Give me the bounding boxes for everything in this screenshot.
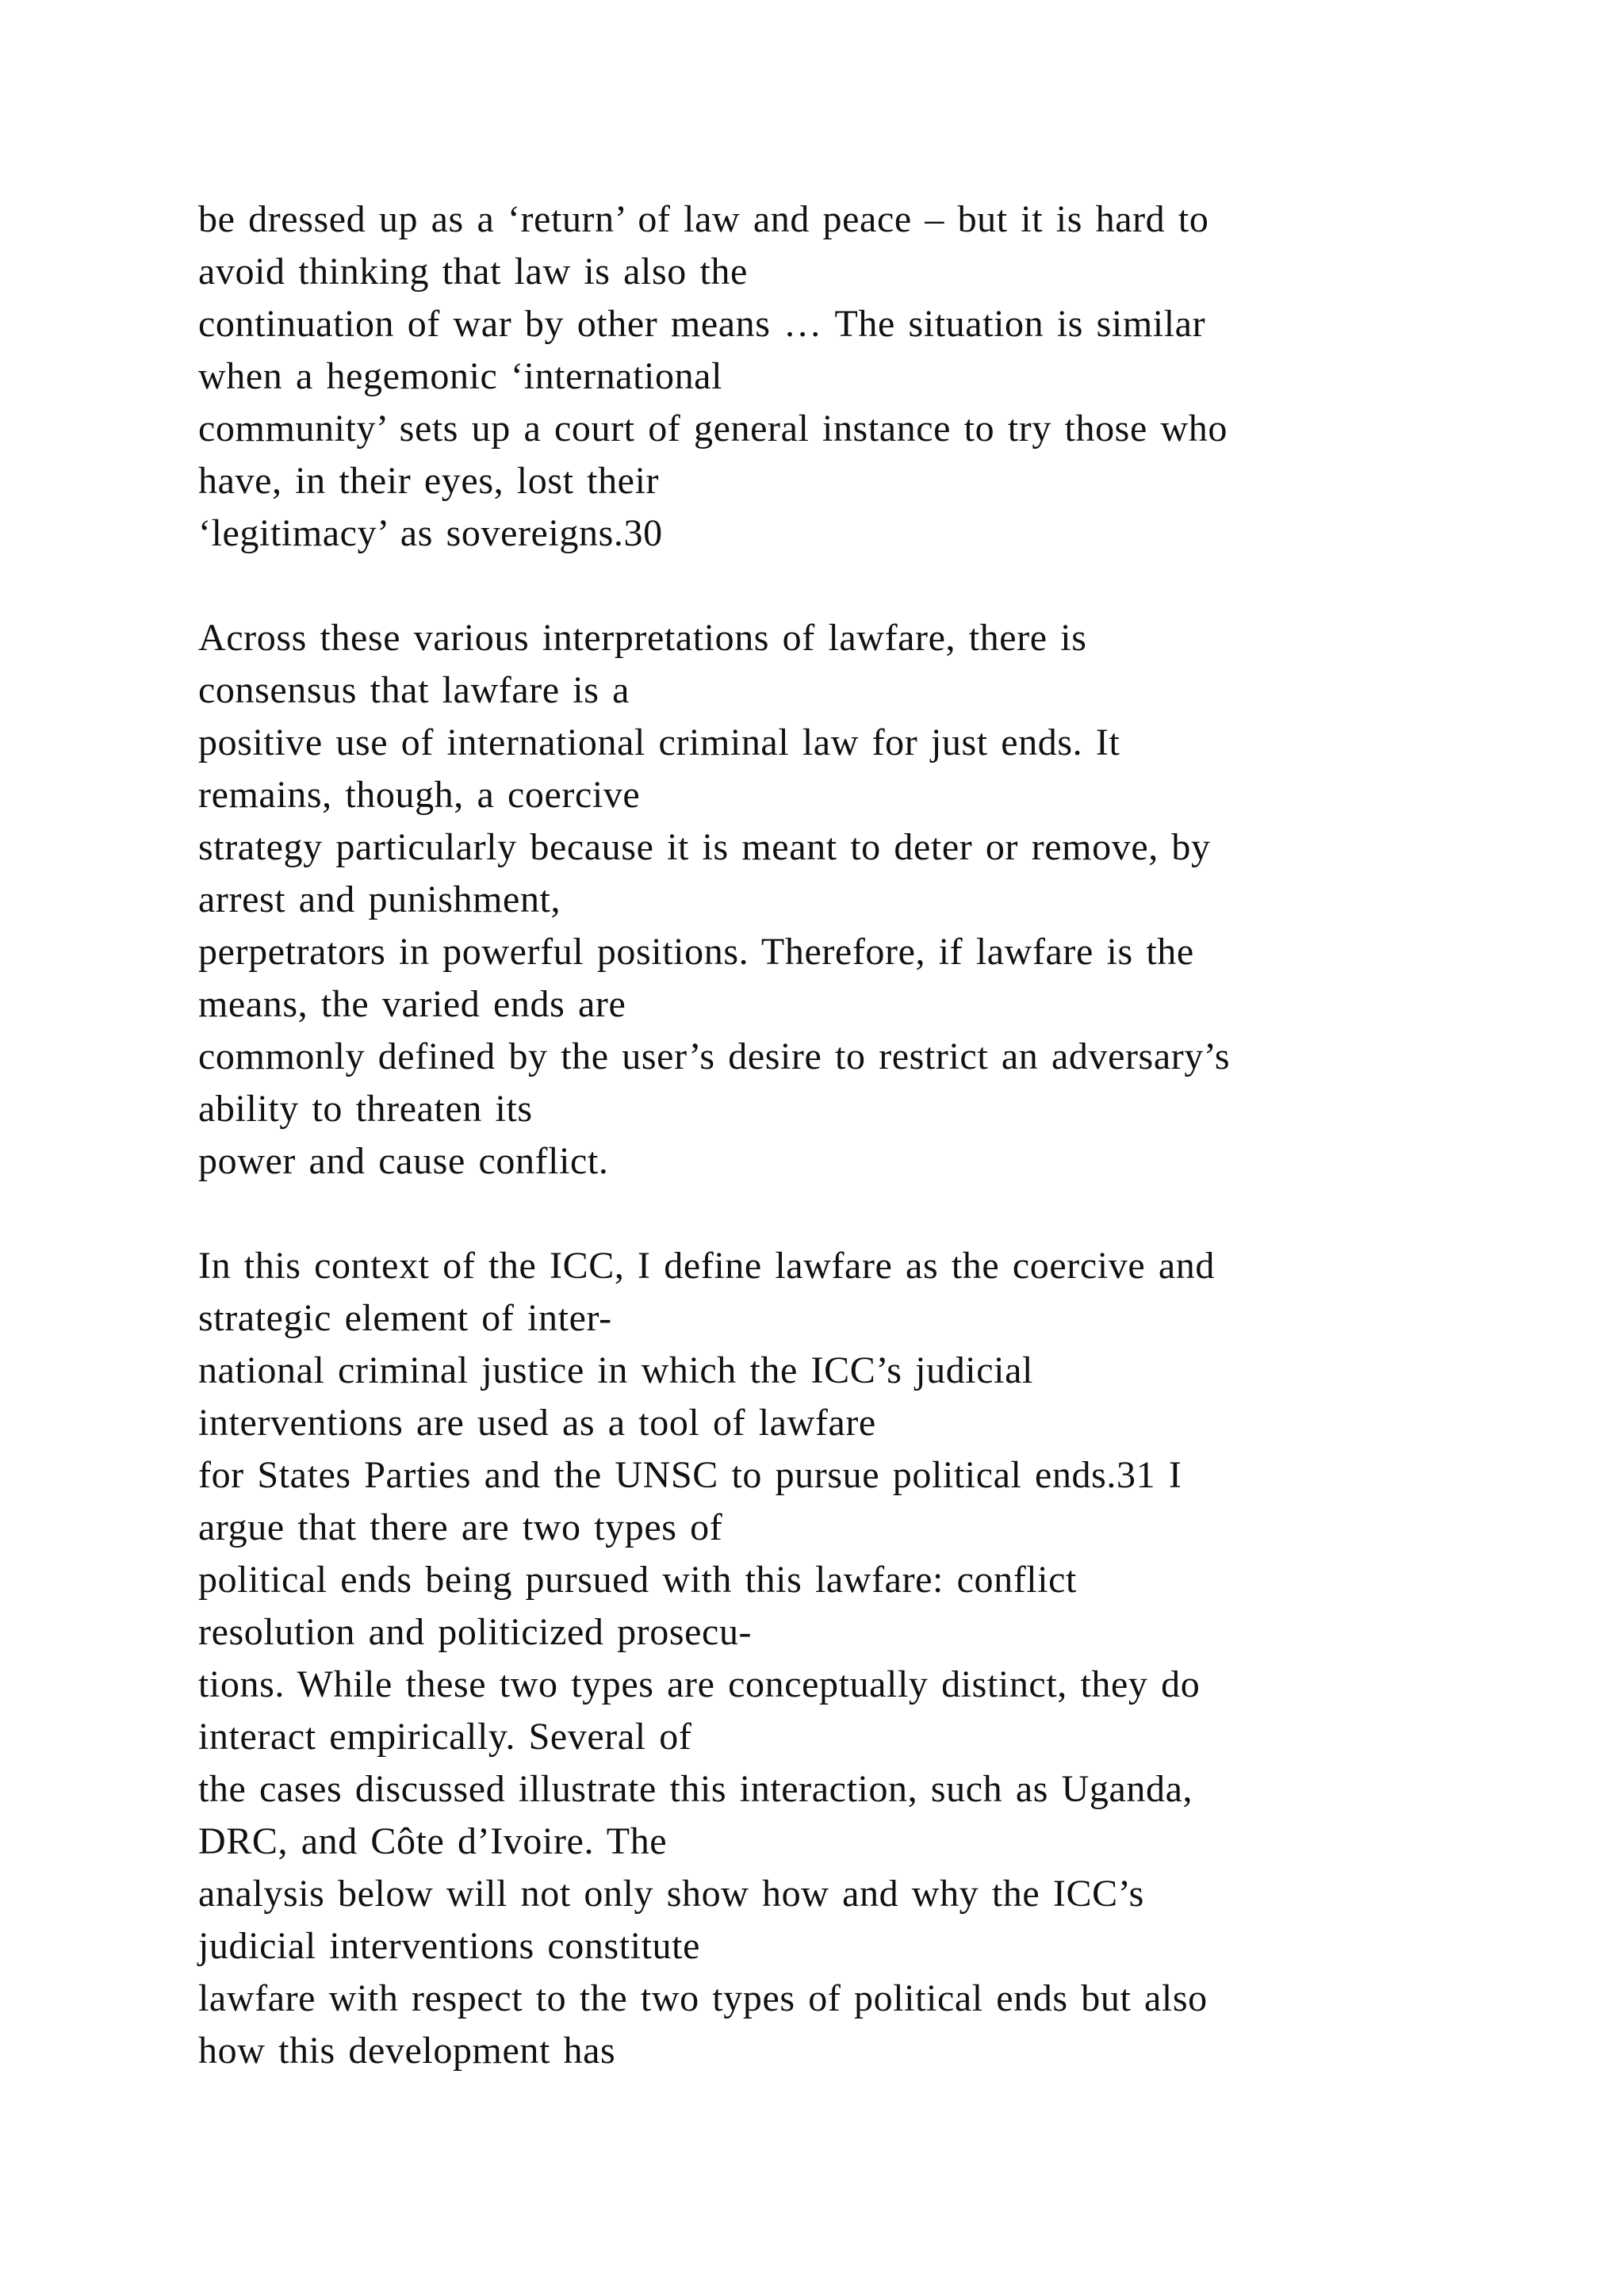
text-line: avoid thinking that law is also the <box>198 251 748 293</box>
text-line: the cases discussed illustrate this interaction, such as Uganda, <box>198 1768 1193 1810</box>
text-line: interact empirically. Several of <box>198 1716 692 1758</box>
paragraph-1 <box>198 193 1562 560</box>
text-line: power and cause conflict. <box>198 1140 609 1182</box>
text-line: when a hegemonic ‘international <box>198 355 723 397</box>
text-line: ability to threaten its <box>198 1088 533 1130</box>
text-line: national criminal justice in which the ICC’s judicial <box>198 1349 1033 1391</box>
text-line: consensus that lawfare is a <box>198 669 630 711</box>
text-line: DRC, and Côte d’Ivoire. The <box>198 1820 668 1862</box>
text-line: ‘legitimacy’ as sovereigns.30 <box>198 512 663 554</box>
text-line: continuation of war by other means … The situation is similar <box>198 303 1206 345</box>
paragraph-2 <box>198 612 1562 1188</box>
text-line: remains, though, a coercive <box>198 774 641 816</box>
text-line: argue that there are two types of <box>198 1506 723 1548</box>
text-line: tions. While these two types are conceptually distinct, they do <box>198 1663 1201 1705</box>
text-line: In this context of the ICC, I define lawfare as the coercive and <box>198 1245 1215 1287</box>
text-line: political ends being pursued with this lawfare: conflict <box>198 1559 1077 1601</box>
text-line: Across these various interpretations of lawfare, there is <box>198 617 1087 659</box>
text-line: strategic element of inter- <box>198 1297 612 1339</box>
text-line: be dressed up as a ‘return’ of law and peace – but it is hard to <box>198 198 1209 240</box>
text-line: lawfare with respect to the two types of political ends but also <box>198 1977 1208 2019</box>
text-line: resolution and politicized prosecu- <box>198 1611 753 1653</box>
paragraph-3 <box>198 1240 1562 2077</box>
text-line: for States Parties and the UNSC to pursue political ends.31 I <box>198 1454 1182 1496</box>
text-line: positive use of international criminal law for just ends. It <box>198 721 1120 763</box>
text-line: analysis below will not only show how and why the ICC’s <box>198 1873 1144 1915</box>
document-body <box>198 193 1562 2130</box>
text-line: perpetrators in powerful positions. Therefore, if lawfare is the <box>198 931 1194 973</box>
text-line: means, the varied ends are <box>198 983 626 1025</box>
text-line: community’ sets up a court of general instance to try those who <box>198 408 1228 450</box>
text-line: have, in their eyes, lost their <box>198 460 660 502</box>
text-line: judicial interventions constitute <box>198 1925 701 1967</box>
text-line: how this development has <box>198 2030 616 2072</box>
text-line: interventions are used as a tool of lawfare <box>198 1402 876 1444</box>
text-line: strategy particularly because it is meant to deter or remove, by <box>198 826 1211 868</box>
text-line: commonly defined by the user’s desire to restrict an adversary’s <box>198 1035 1231 1077</box>
text-line: arrest and punishment, <box>198 878 561 920</box>
